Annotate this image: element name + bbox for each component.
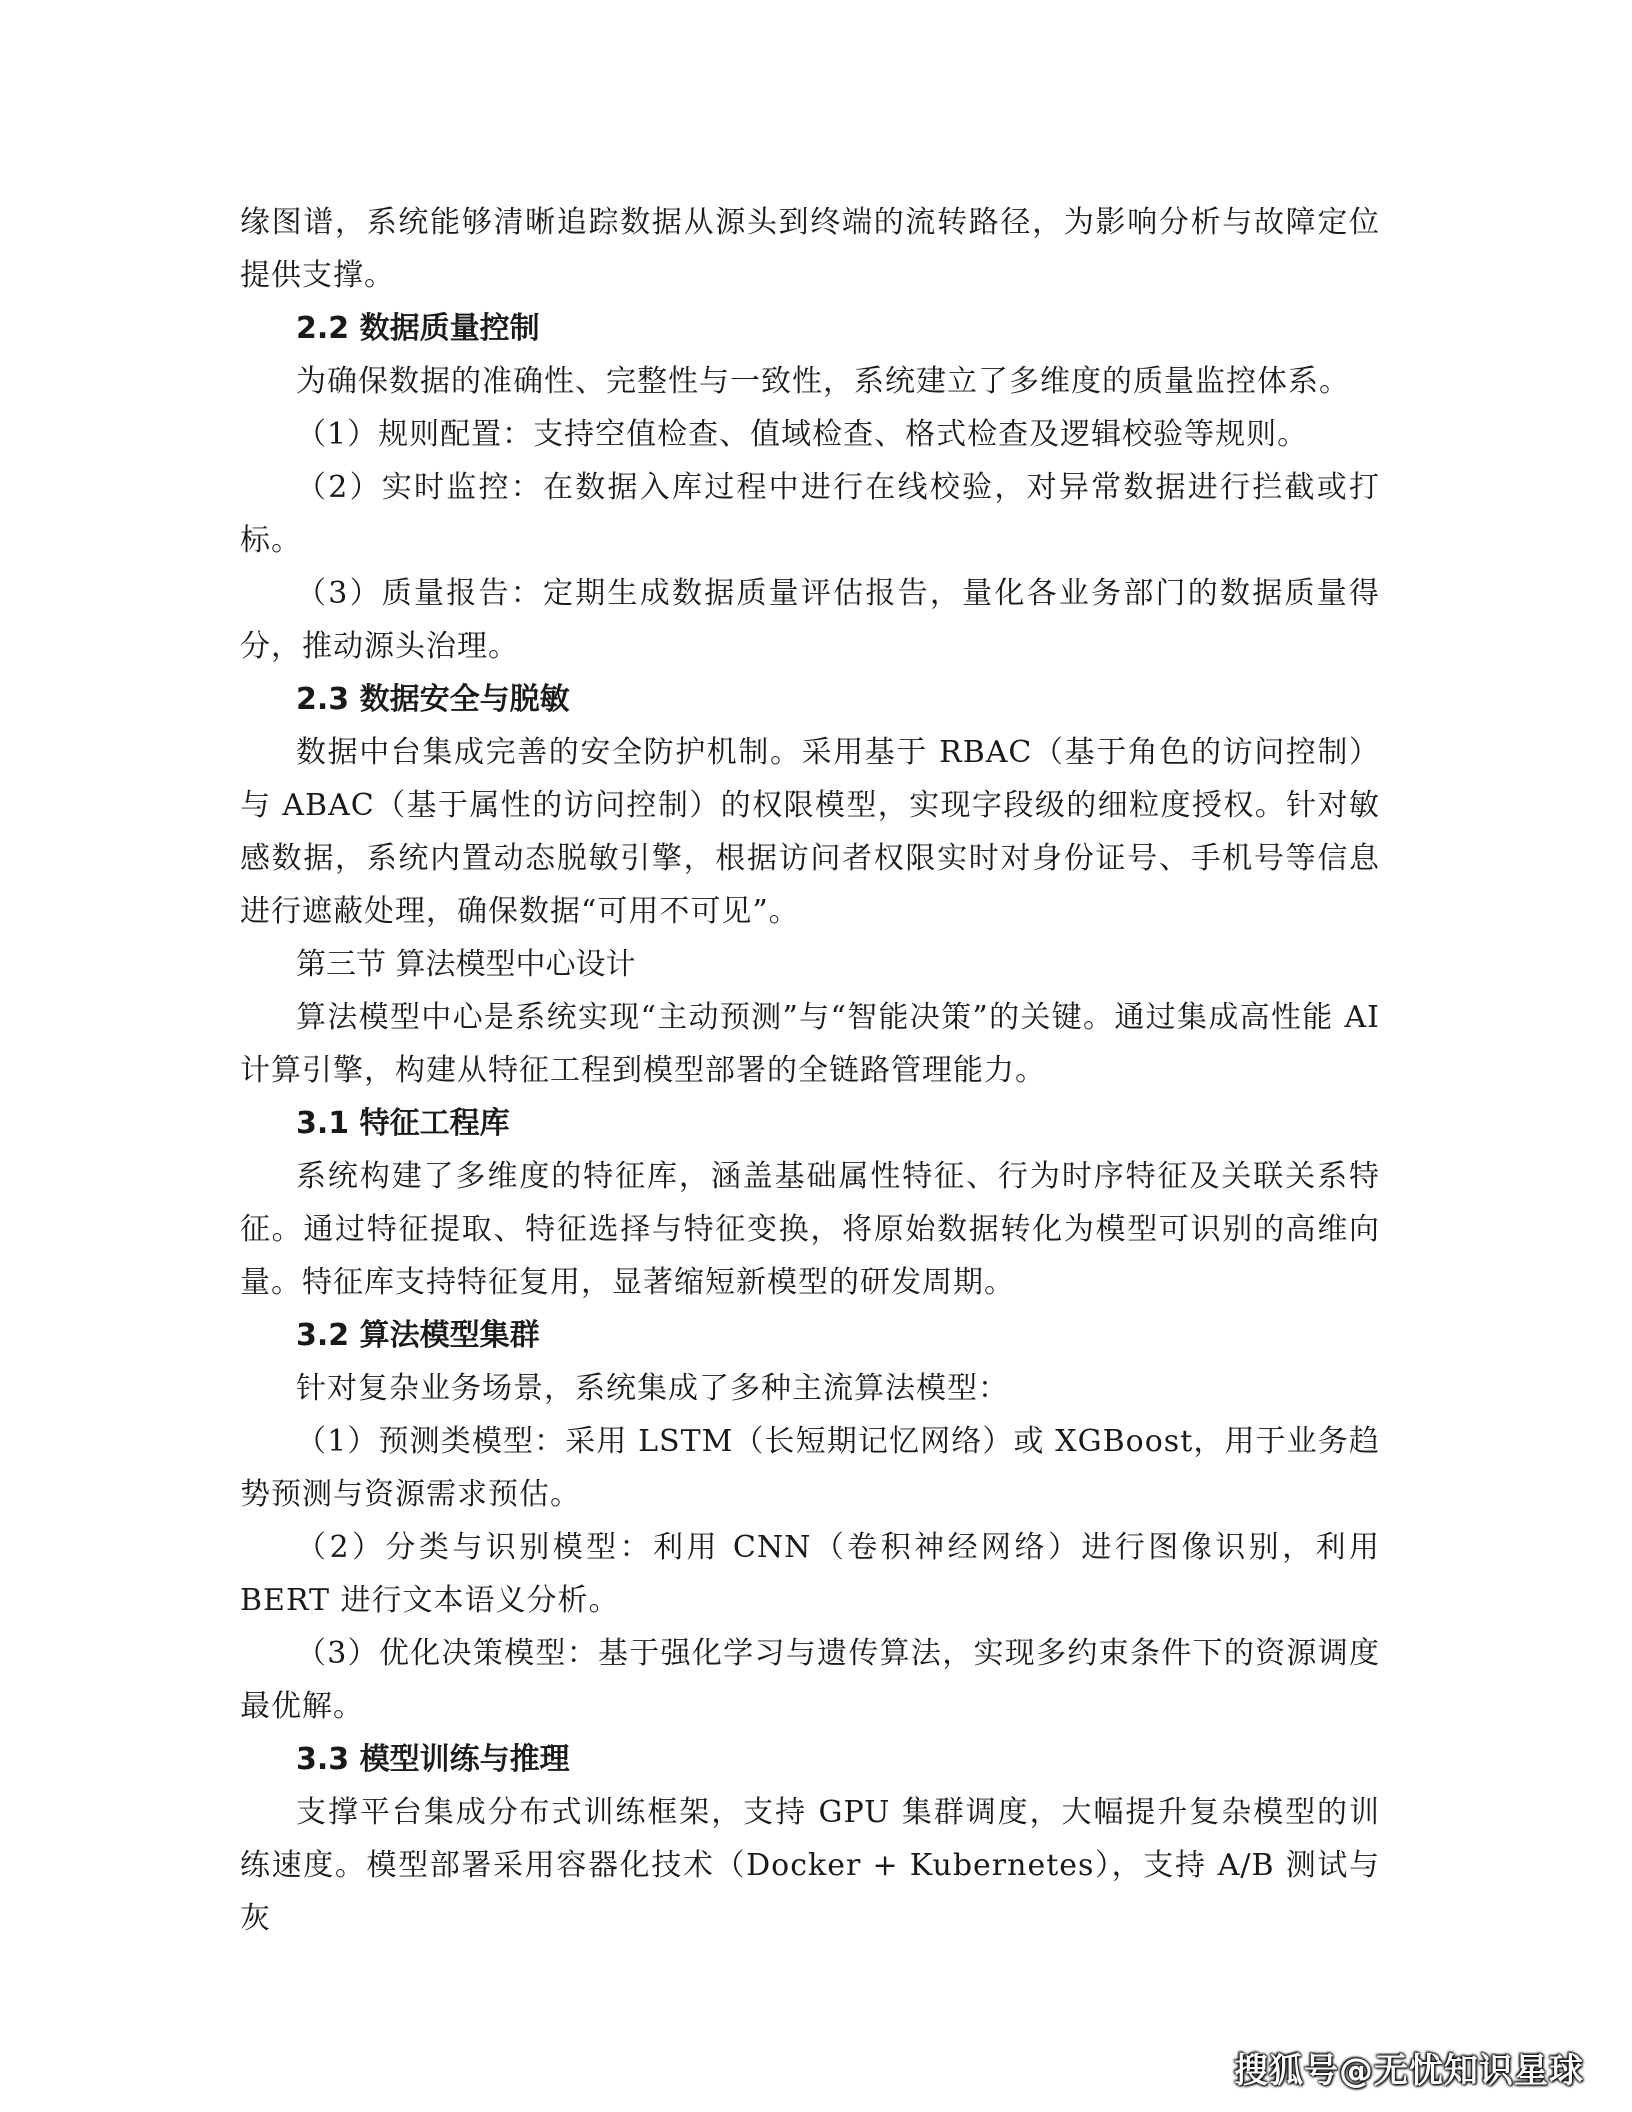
list-item-realtime-monitor: （2）实时监控：在数据入库过程中进行在线校验，对异常数据进行拦截或打标。 <box>240 470 1380 558</box>
section-3-title: 第三节 算法模型中心设计 <box>296 947 636 982</box>
paragraph-model-center-intro: 算法模型中心是系统实现“主动预测”与“智能决策”的关键。通过集成高性能 AI 计算引擎，构建从特征工程到模型部署的全链路管理能力。 <box>240 1000 1380 1088</box>
paragraph-training-inference: 支撑平台集成分布式训练框架，支持 GPU 集群调度，大幅提升复杂模型的训练速度。模型部署采用容器化技术（Docker + Kubernetes），支持 A/B 测试与灰 <box>240 1795 1380 1936</box>
paragraph-quality-intro: 为确保数据的准确性、完整性与一致性，系统建立了多维度的质量监控体系。 <box>296 364 1350 399</box>
list-item-rule-config: （1）规则配置：支持空值检查、值域检查、格式检查及逻辑校验等规则。 <box>296 417 1309 452</box>
list-item-quality-report: （3）质量报告：定期生成数据质量评估报告，量化各业务部门的数据质量得分，推动源头治理。 <box>240 576 1380 664</box>
paragraph-lineage-continued: 缘图谱，系统能够清晰追踪数据从源头到终端的流转路径，为影响分析与故障定位提供支撑。 <box>240 205 1380 293</box>
list-item-classification-models: （2）分类与识别模型：利用 CNN（卷积神经网络）进行图像识别，利用 BERT 进行文本语义分析。 <box>240 1530 1380 1618</box>
heading-2-3: 2.3 数据安全与脱敏 <box>296 682 570 717</box>
heading-3-3: 3.3 模型训练与推理 <box>296 1742 570 1777</box>
heading-3-1: 3.1 特征工程库 <box>296 1106 510 1141</box>
sohu-watermark: 搜狐号@无忧知识星球 <box>1234 2051 1584 2091</box>
paragraph-feature-library: 系统构建了多维度的特征库，涵盖基础属性特征、行为时序特征及关联关系特征。通过特征提取、特征选择与特征变换，将原始数据转化为模型可识别的高维向量。特征库支持特征复用，显著缩短新模型的研发周期。 <box>240 1159 1380 1300</box>
paragraph-security: 数据中台集成完善的安全防护机制。采用基于 RBAC（基于角色的访问控制）与 ABAC（基于属性的访问控制）的权限模型，实现字段级的细粒度授权。针对敏感数据，系统内置动态脱敏引擎，根据访问者权限实时对身份证号、手机号等信息进行遮蔽处理，确保数据“可用不可见”。 <box>240 735 1380 929</box>
heading-2-2: 2.2 数据质量控制 <box>296 311 540 346</box>
list-item-prediction-models: （1）预测类模型：采用 LSTM（长短期记忆网络）或 XGBoost，用于业务趋势预测与资源需求预估。 <box>240 1424 1380 1512</box>
heading-3-2: 3.2 算法模型集群 <box>296 1318 540 1353</box>
list-item-optimization-models: （3）优化决策模型：基于强化学习与遗传算法，实现多约束条件下的资源调度最优解。 <box>240 1636 1380 1724</box>
paragraph-model-cluster-intro: 针对复杂业务场景，系统集成了多种主流算法模型： <box>296 1371 1009 1406</box>
